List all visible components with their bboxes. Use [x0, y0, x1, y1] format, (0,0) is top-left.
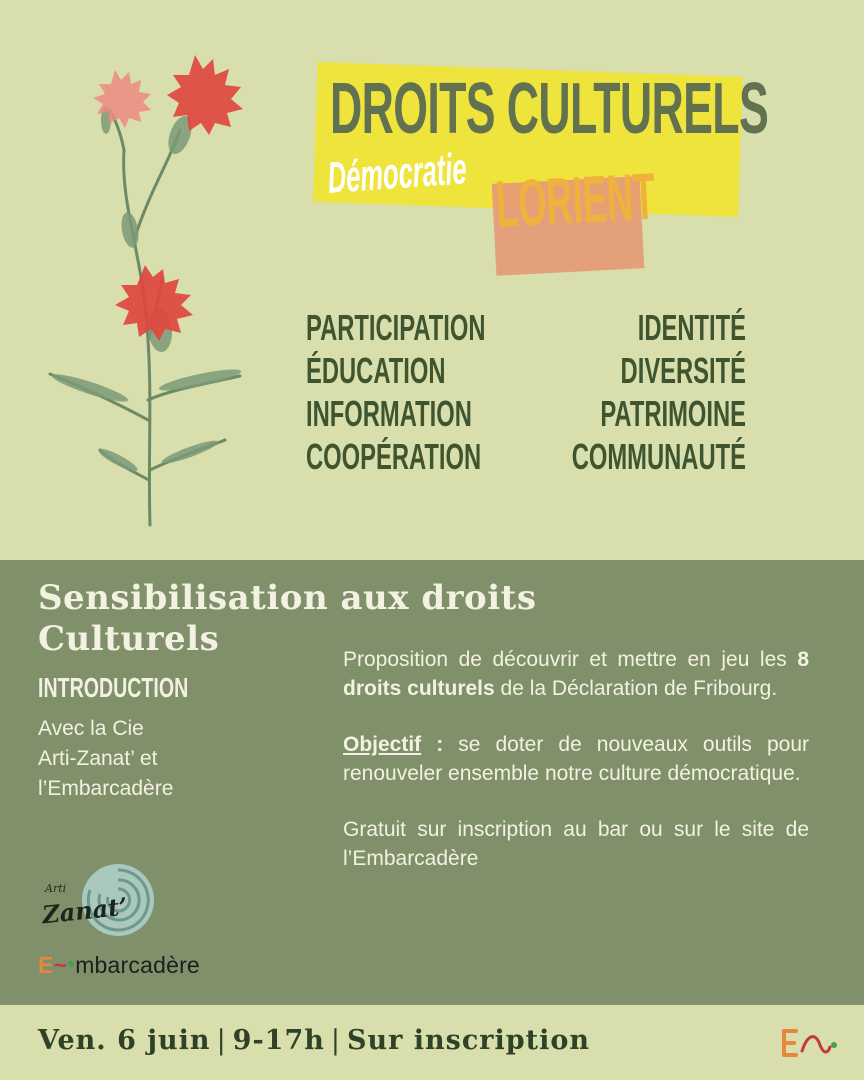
right-item: DIVERSITÉ [620, 350, 746, 391]
zanat-logo-text: Zanat’ [40, 891, 129, 930]
hosts-line: Arti-Zanat’ et [38, 747, 158, 770]
hosts-text [38, 714, 268, 804]
arti-logo-text: Arti [45, 882, 67, 895]
registration-paragraph: Gratuit sur inscription au bar ou sur le site de l’Embarcadère [343, 818, 809, 870]
rights-list-left [306, 306, 486, 478]
right-item: COMMUNAUTÉ [571, 436, 746, 477]
headline-line: Sensibilisation aux droits [38, 578, 537, 618]
lorient-label: LORIENT [494, 158, 658, 241]
poster-title: DROITS CULTURELS [330, 69, 769, 149]
event-details: Ven. 6 juin | 9-17h | Sur inscription [38, 1025, 590, 1056]
right-item: ÉDUCATION [306, 350, 446, 391]
embarcadere-mini-logo-icon [780, 1025, 840, 1061]
headline-line: Culturels [38, 619, 220, 659]
objective-label: Objectif [343, 733, 422, 756]
rights-list-right [572, 306, 746, 478]
session-panel [0, 560, 864, 1005]
session-subheading: INTRODUCTION [38, 672, 189, 703]
carnation-flower-illustration [30, 40, 280, 540]
right-item: PATRIMOINE [600, 393, 746, 434]
description-paragraph: Proposition de découvrir et mettre en jeu les 8 droits culturels de la Déclaration de Fribourg. [343, 648, 809, 700]
highlight-8-rights: 8 droits culturels [343, 648, 809, 700]
session-description [343, 646, 809, 901]
event-registration: Sur inscription [346, 1025, 590, 1056]
right-item: PARTICIPATION [306, 307, 486, 348]
event-hours: 9-17h [232, 1025, 325, 1056]
objective-paragraph: Objectif : se doter de nouveaux outils pour renouveler ensemble notre culture démocratique. [343, 733, 810, 785]
hosts-line: l’Embarcadère [38, 777, 174, 800]
event-footer [0, 1005, 864, 1080]
right-item: IDENTITÉ [637, 307, 746, 348]
right-item: INFORMATION [306, 393, 472, 434]
event-date: Ven. 6 juin [38, 1025, 211, 1056]
poster-title-block [318, 62, 769, 277]
right-item: COOPÉRATION [306, 436, 482, 477]
hosts-line: Avec la Cie [38, 717, 144, 740]
democratie-label: Démocratie [326, 144, 469, 203]
embarcadere-logo: E~ mbarcadère [38, 952, 200, 978]
